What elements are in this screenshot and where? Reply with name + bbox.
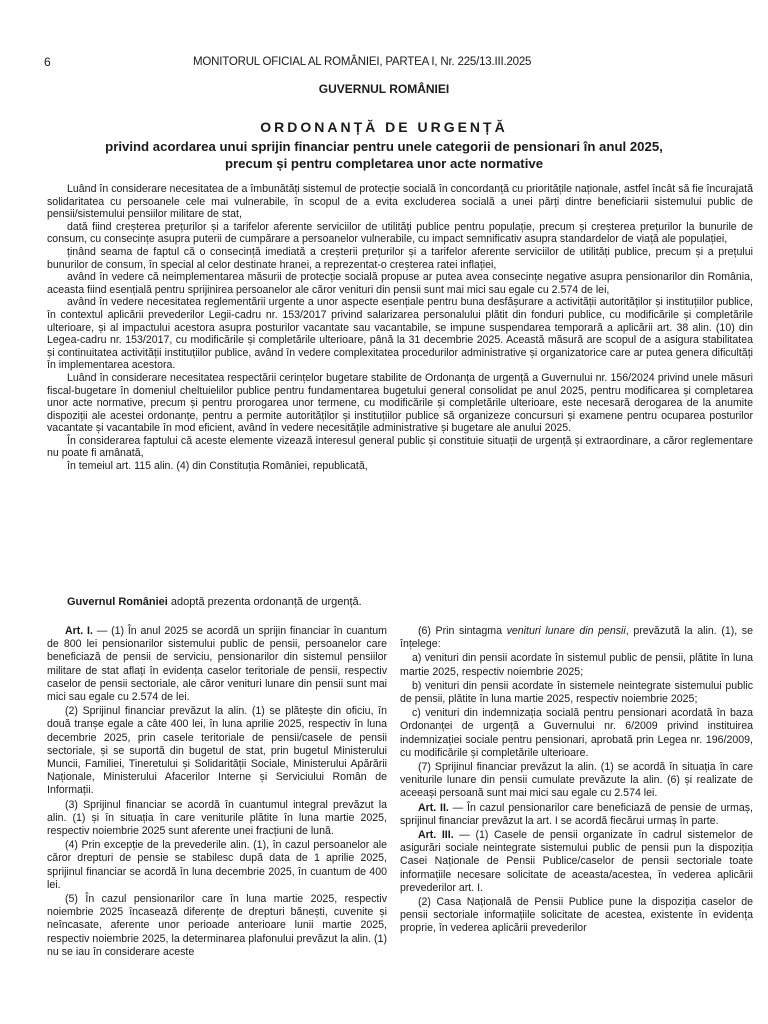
paragraph-text: , prevăzută la alin. (1), se înțelege: bbox=[400, 625, 753, 651]
article-paragraph bbox=[47, 893, 387, 959]
preamble-paragraph: ținând seama de faptul că o consecință imediată a creșterii prețurilor și a tarifelor aferente serviciilor de utilități publice, precum și a prețului bunurilor de consum, în special al celor destinate hranei, a reprezentat-o creșterea ratei inflației, bbox=[47, 245, 753, 271]
article-paragraph bbox=[47, 799, 387, 839]
paragraph-text: a) venituri din pensii acordate în sistemul public de pensii, plătite în luna martie 2025, respectiv noiembrie 2025; bbox=[400, 652, 753, 678]
header-text: MONITORUL OFICIAL AL ROMÂNIEI, PARTEA I, Nr. 225/13.III.2025 bbox=[193, 56, 532, 68]
right-column bbox=[400, 625, 753, 937]
running-header bbox=[0, 55, 768, 75]
paragraph-text: (2) Casa Națională de Pensii Publice pune la dispoziția caselor de pensii sectoriale informațiile solicitate de acestea, existente în evidența proprie, în vederea aplicării prevederilor bbox=[400, 896, 753, 935]
article-paragraph bbox=[400, 680, 753, 706]
preamble-paragraph: În considerarea faptului că aceste elemente vizează interesul general public și constituie situații de urgență și extraordinare, a căror reglementare nu poate fi amânată, bbox=[47, 434, 753, 460]
paragraph-text: b) venituri din pensii acordate în sistemele neintegrate sistemului public de pensii, plătite în luna martie 2025, respectiv noiembrie 2025; bbox=[400, 679, 753, 706]
article-paragraph bbox=[400, 707, 753, 760]
paragraph-text: (4) Prin excepție de la prevederile alin. (1), în cazul persoanelor ale căror drepturi de pensie se stabilesc după data de 1 aprilie 2025, sprijinul financiar se acordă în luna decembrie 2025, în cuantum de 400 lei. bbox=[47, 839, 387, 891]
article-lead: Art. III. bbox=[418, 829, 454, 842]
article-paragraph bbox=[400, 896, 753, 936]
adoption-rest: adoptă prezenta ordonanță de urgență. bbox=[167, 596, 362, 608]
preamble-paragraph: Luând în considerare necesitatea de a îmbunătăți sistemul de protecție socială în concordanță cu prioritățile naționale, astfel încât să fie încurajată solidaritatea cu persoanele cele mai vulnerabile, în scopul de a evita excluderea socială a unei părți dintre beneficiarii sistemului public de pensii/sistemului pensiilor militare de stat, bbox=[47, 183, 753, 221]
adoption-bold: Guvernul României bbox=[67, 596, 168, 608]
article-paragraph bbox=[400, 625, 753, 651]
document-subtitle bbox=[0, 138, 768, 172]
subtitle-line: precum și pentru completarea unor acte normative bbox=[224, 156, 544, 171]
article-paragraph bbox=[47, 839, 387, 892]
paragraph-text: c) venituri din indemnizația socială pentru pensionari acordată în baza Ordonanței de urgență a Guvernului nr. 6/2009 privind instituirea indemnizației sociale pentru pensionari, aprobată prin Legea nr. 196/2009, cu modificările și completările ulterioare. bbox=[400, 707, 753, 759]
page-number: 6 bbox=[44, 55, 51, 69]
article-paragraph bbox=[400, 652, 753, 678]
paragraph-text: — În cazul pensionarilor care beneficiază de pensie de urmaș, sprijinul financiar prevăzut la art. I se acordă fiecărui urmaș în parte. bbox=[400, 801, 753, 827]
paragraph-text-pre: (6) Prin sintagma bbox=[418, 625, 507, 637]
article-paragraph bbox=[400, 802, 753, 828]
article-paragraph bbox=[400, 761, 753, 801]
subtitle-line: privind acordarea unui sprijin financiar pentru unele categorii de pensionari în anul 2025, bbox=[105, 139, 663, 154]
preamble-paragraph: Luând în considerare necesitatea respectării cerințelor bugetare stabilite de Ordonanța de urgență a Guvernului nr. 156/2024 privind unele măsuri fiscal-bugetare în domeniul cheltuielilor publice pentru fundamentarea bugetului general consolidat pe anul 2025, pentru modificarea și completarea unor acte normative, precum și pentru prorogarea unor termene, cu modificările și completările ulterioare, este necesară derogarea de la anumite dispoziții ale acestei ordonanțe, pentru a permite autorităților și instituțiilor publice să organizeze concursuri și examene pentru ocuparea posturilor vacantate și vacantabile în mod eficient, având în vedere necesitățile administrative și bugetare ale anului 2025. bbox=[47, 371, 753, 435]
paragraph-text: — (1) Casele de pensii organizate în cadrul sistemelor de asigurări sociale neintegrate sistemului public de pensii pun la dispoziția Casei Naționale de Pensii Publice/caselor de pensii sectoriale toate informațiile necesare solicitate de aceasta/acestea, în vederea aplicării prevederilor art. I. bbox=[400, 829, 753, 894]
preamble-paragraph: având în vedere că neimplementarea măsurii de protecție socială propuse ar putea avea consecințe negative asupra pensionarilor din România, aceasta fiind esențială pentru sprijinirea persoanelor ale căror venituri din pensii sunt mai mici sau egale cu 2.574 de lei, bbox=[47, 271, 753, 296]
document-title: ORDONANȚĂ DE URGENȚĂ bbox=[260, 119, 508, 135]
article-paragraph bbox=[47, 625, 387, 704]
left-column bbox=[47, 625, 387, 960]
preamble-paragraph: având în vedere necesitatea reglementării urgente a unor aspecte esențiale pentru buna desfășurare a activității autorităților și instituțiilor publice, în contextul aplicării prevederilor Legii-cadru nr. 153/2017 privind salarizarea personalului plătit din fonduri publice, cu modificările și completările ulterioare, și al impactului acestora asupra posturilor vacantate sau vacantabile, se impune suspendarea temporară a aplicării art. 38 alin. (10) din Legea-cadru nr. 153/2017, cu modificările și completările ulterioare, până la 31 decembrie 2025. Această măsură are scopul de a asigura stabilitatea și continuitatea activității instituțiilor publice, având în vedere complexitatea procedurilor administrative și organizatorice care ar putea genera dificultăți în implementarea acestora. bbox=[47, 296, 753, 372]
preamble-paragraph: dată fiind creșterea prețurilor și a tarifelor aferente serviciilor de utilități publice pentru populație, precum și creșterea prețurilor la bunurile de consum, cu consecințe asupra puterii de cumpărare a persoanelor vulnerabile, cu impact semnificativ asupra standardelor de viață ale populației, bbox=[47, 220, 753, 246]
article-lead: Art. I. bbox=[65, 625, 93, 637]
preamble-paragraph: în temeiul art. 115 alin. (4) din Constituția României, republicată, bbox=[67, 460, 368, 473]
issuer: GUVERNUL ROMÂNIEI bbox=[318, 82, 450, 96]
article-paragraph bbox=[400, 829, 753, 895]
article-lead: Art. II. bbox=[418, 801, 449, 814]
adoption-formula bbox=[67, 596, 362, 608]
paragraph-text: (2) Sprijinul financiar prevăzut la alin. (1) se plătește din oficiu, în două tranșe egale a câte 400 lei, în luna aprilie 2025, respectiv în luna decembrie 2025, prin casele teritoriale de pensii/casele de pensii sectoriale, și se suportă din bugetul de stat, prin bugetul Ministerului Muncii, Familiei, Tineretului și Solidarității Sociale, Ministerului Apărării Naționale, Ministerului Afacerilor Interne și Serviciului Român de Informații. bbox=[47, 705, 387, 797]
paragraph-text: (7) Sprijinul financiar prevăzut la alin. (1) se acordă în situația în care veniturile lunare din pensii cumulate prevăzute la alin. (6) și realizate de aceeași persoană sunt mai mici sau egale cu 2.574 lei. bbox=[400, 761, 753, 800]
italic-term: venituri lunare din pensii bbox=[506, 625, 626, 637]
paragraph-text: (3) Sprijinul financiar se acordă în cuantumul integral prevăzut la alin. (1) și în situația în care veniturile plătite în luna martie 2025, respectiv noiembrie 2025 sunt aferente unei fracțiuni de lună. bbox=[47, 798, 387, 838]
paragraph-text: (5) În cazul pensionarilor care în luna martie 2025, respectiv noiembrie 2025 încasează diferențe de drepturi bănești, cuvenite și neîncasate, aferente unor perioade anterioare lunii martie 2025, respectiv noiembrie 2025, la determinarea plafonului prevăzut la alin. (1) nu se iau în considerare aceste bbox=[47, 893, 387, 958]
article-paragraph bbox=[47, 705, 387, 797]
paragraph-text: — (1) În anul 2025 se acordă un sprijin financiar în cuantum de 800 lei pensionarilor sistemului public de pensii, persoanelor care beneficiază de pensii de serviciu, pensionarilor din sistemul pensiilor militare de stat aflați în evidența caselor teritoriale de pensii, respectiv caselor de pensii sectoriale, ale căror venituri lunare din pensii sunt mai mici sau egale cu 2.574 de lei. bbox=[47, 625, 387, 704]
preamble bbox=[47, 183, 753, 473]
